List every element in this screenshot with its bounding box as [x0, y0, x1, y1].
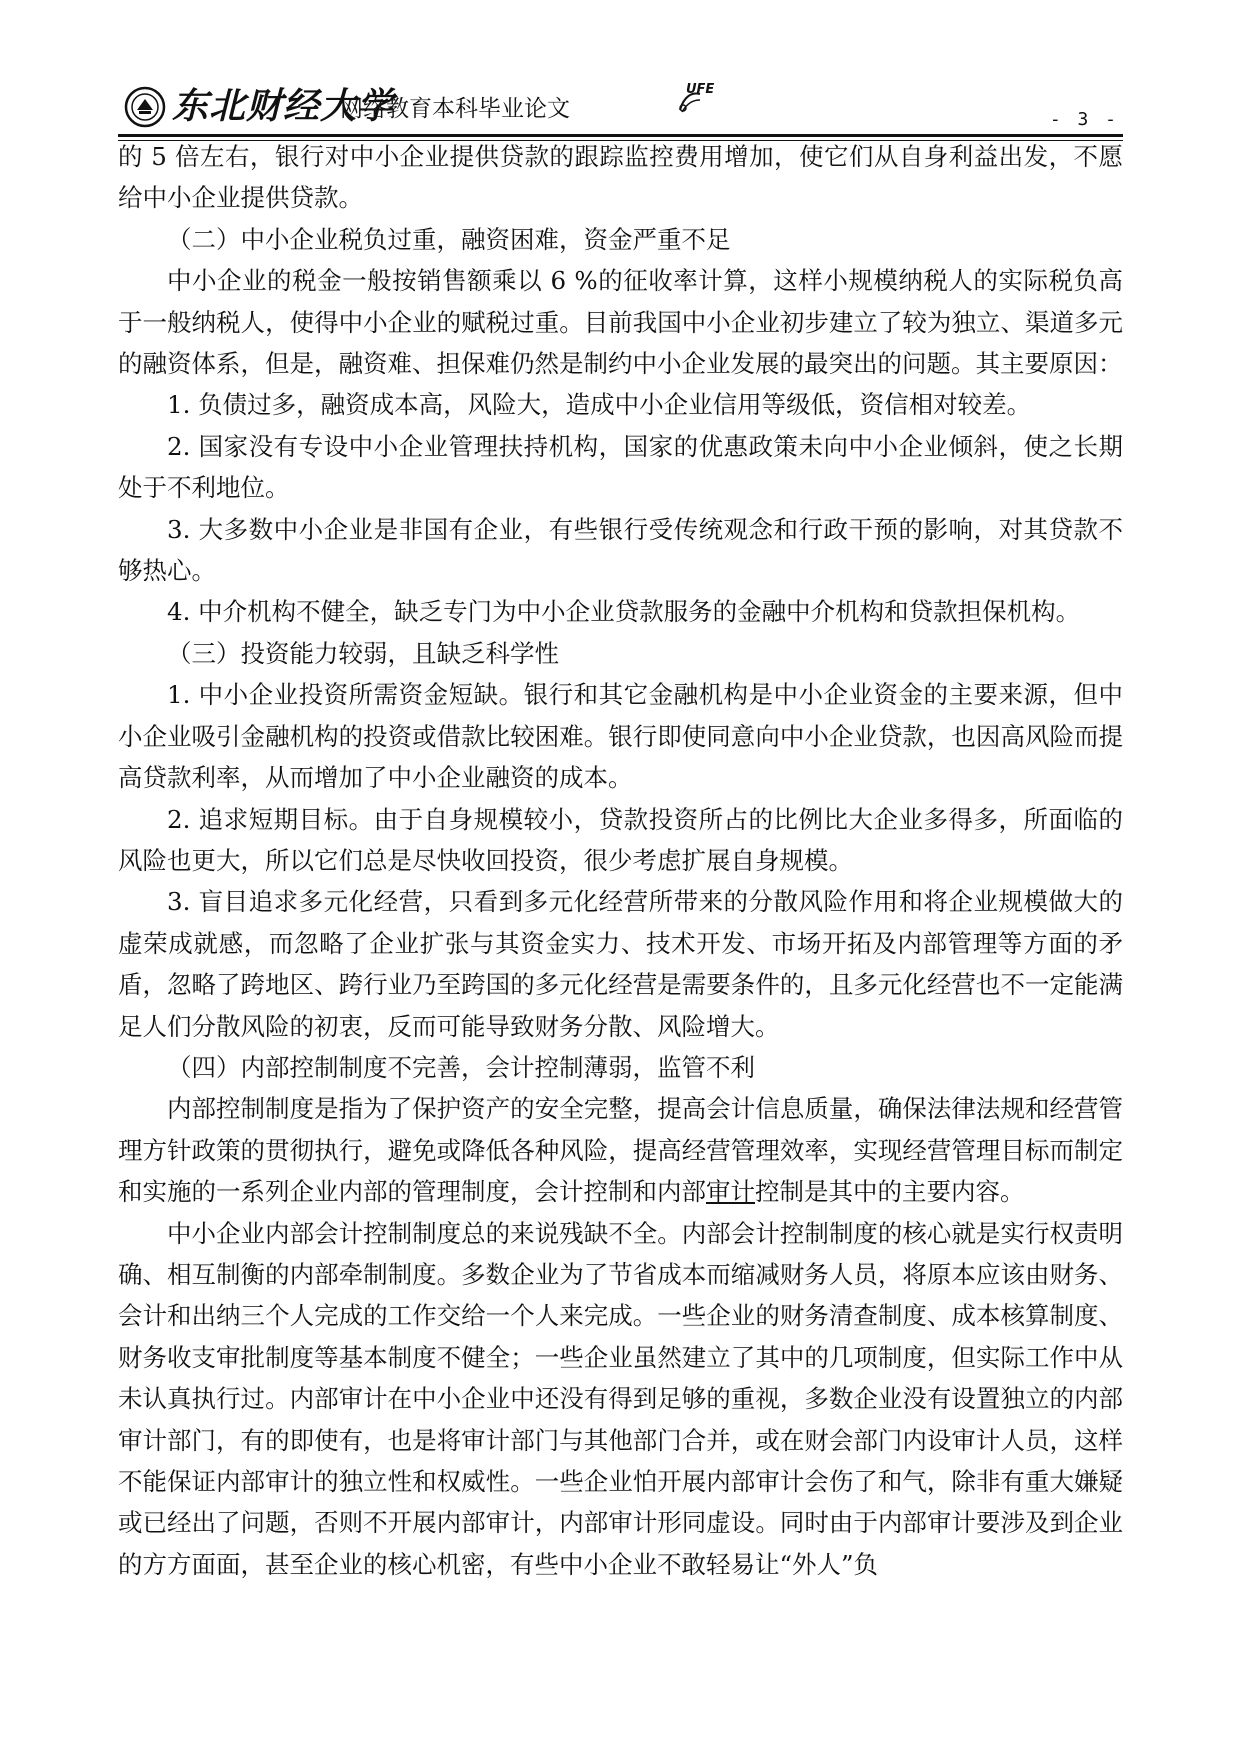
list-item: 1. 负债过多，融资成本高，风险大，造成中小企业信用等级低，资信相对较差。 — [167, 390, 1032, 420]
list-item: 3. 大多数中小企业是非国有企业，有些银行受传统观念和行政干预的影响，对其贷款不够热心。 — [118, 514, 1123, 586]
paragraph-text: 控制是其中的主要内容。 — [755, 1177, 1025, 1207]
paragraph: 中小企业内部会计控制制度总的来说残缺不全。内部会计控制制度的核心就是实行权责明确、相互制衡的内部牵制制度。多数企业为了节省成本而缩减财务人员，将原本应该由财务、会计和出纳三个人完成的工作交给一个人来完成。一些企业的财务清查制度、成本核算制度、财务收支审批制度等基本制度不健全；一些企业虽然建立了其中的几项制度，但实际工作中从未认真执行过。内部审计在中小企业中还没有得到足够的重视，多数企业没有设置独立的内部审计部门，有的即使有，也是将审计部门与其他部门合并，或在财会部门内设审计人员，这样不能保证内部审计的独立性和权威性。一些企业怕开展内部审计会伤了和气，除非有重大嫌疑或已经出了问题，否则不开展内部审计，内部审计形同虚设。同时由于内部审计要涉及到企业的方方面面，甚至企业的核心机密，有些中小企业不敢轻易让“外人”负 — [118, 1218, 1123, 1579]
page-number: - 3 - — [1049, 109, 1119, 130]
section-heading: （三）投资能力较弱，且缺乏科学性 — [167, 638, 559, 668]
list-item: 3. 盲目追求多元化经营，只看到多元化经营所带来的分散风险作用和将企业规模做大的虚荣成就感，而忽略了企业扩张与其资金实力、技术开发、市场开拓及内部管理等方面的矛盾，忽略了跨地区、跨行业乃至跨国的多元化经营是需要条件的，且多元化经营也不一定能满足人们分散风险的初衷，反而可能导致财务分散、风险增大。 — [118, 887, 1123, 1041]
ufe-logo-text: UFE — [686, 82, 715, 97]
section-heading: （二）中小企业税负过重，融资困难，资金严重不足 — [167, 224, 731, 254]
list-item: 1. 中小企业投资所需资金短缺。银行和其它金融机构是中小企业资金的主要来源，但中小企业吸引金融机构的投资或借款比较困难。银行即使同意向中小企业贷款，也因高风险而提高贷款利率，从而增加了中小企业融资的成本。 — [118, 680, 1123, 793]
page-header — [118, 82, 1123, 138]
list-item: 2. 国家没有专设中小企业管理扶持机构，国家的优惠政策未向中小企业倾斜，使之长期处于不利地位。 — [118, 431, 1123, 503]
header-subtitle: 网络教育本科毕业论文 — [340, 96, 570, 122]
paragraph-text: 内部控制制度是指为了保护资产的安全完整，提高会计信息质量，确保法律法规和经营管理方针政策的贯彻执行，避免或降低各种风险，提高经营管理效率，实现经营管理目标而制定和实施的一系列企业内部的管理制度，会计控制和内部 — [118, 1094, 1123, 1207]
audit-link[interactable]: 审计 — [706, 1177, 755, 1207]
university-seal-icon — [124, 86, 166, 128]
school-name: 东北财经大学 — [172, 85, 395, 127]
section-heading: （四）内部控制制度不完善，会计控制薄弱，监管不利 — [167, 1052, 755, 1082]
list-item: 2. 追求短期目标。由于自身规模较小，贷款投资所占的比例比大企业多得多，所面临的风险也更大，所以它们总是尽快收回投资，很少考虑扩展自身规模。 — [118, 804, 1123, 875]
document-body — [118, 136, 1123, 1585]
list-item: 4. 中介机构不健全，缺乏专门为中小企业贷款服务的金融中介机构和贷款担保机构。 — [167, 597, 1081, 627]
paragraph: 中小企业的税金一般按销售额乘以 6 %的征收率计算，这样小规模纳税人的实际税负高于一般纳税人，使得中小企业的赋税过重。目前我国中小企业初步建立了较为独立、渠道多元的融资体系，但是，融资难、担保难仍然是制约中小企业发展的最突出的问题。其主要原因： — [118, 266, 1123, 379]
paragraph — [118, 1088, 1123, 1212]
paragraph: 的 5 倍左右，银行对中小企业提供贷款的跟踪监控费用增加，使它们从自身利益出发，不愿给中小企业提供贷款。 — [118, 142, 1123, 213]
